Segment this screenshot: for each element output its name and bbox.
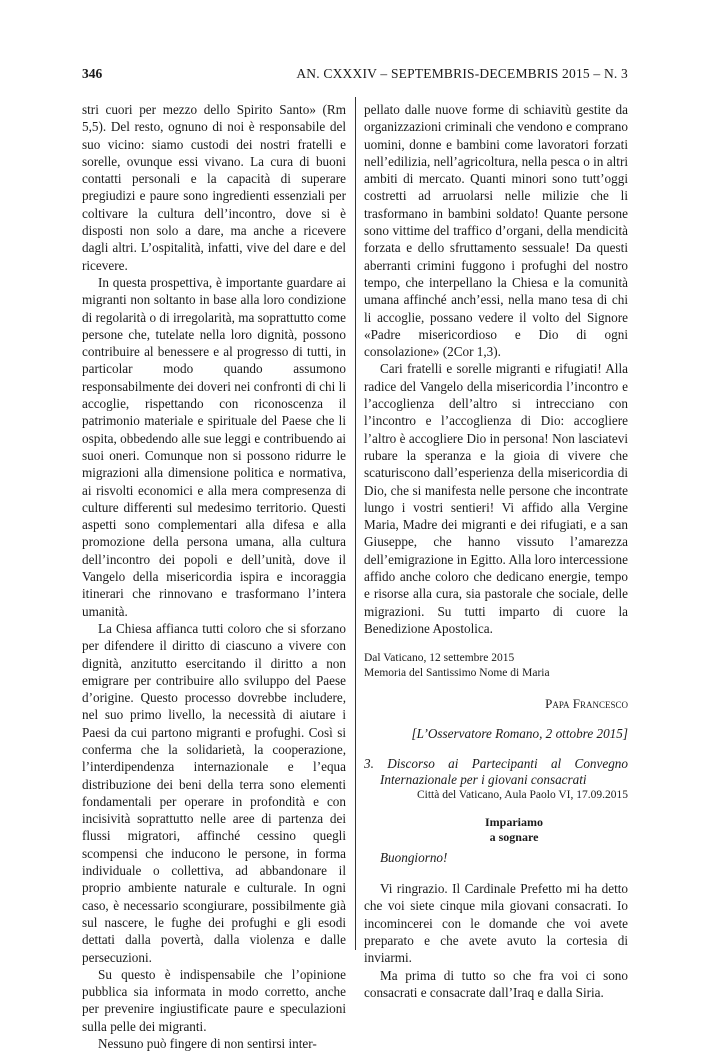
paragraph: Su questo è indispensabile che l’opinione pubblica sia informata in modo corretto, anche per prevenire ingiustificate paure e speculazioni sulla pelle dei migranti. [82,966,346,1034]
paragraph: Ma prima di tutto so che fra voi ci sono consacrati e consacrate dall’Iraq e dalla Siria. [364,967,628,1000]
right-column [364,101,628,1001]
paragraph: In questa prospettiva, è importante guardare ai migranti non soltanto in base alla loro condizione di regolarità o di irregolarità, ma soprattutto come persone che, tutelate nella loro dignità, possono contribuire al benessere e al progresso di tutti, in particolar modo quando assumono responsabilmente dei doveri nei confronti di chi li accoglie, rispettando con riconoscenza il patrimonio materiale e spirituale del Paese che li ospita, obbedendo alle sue leggi e contribuendo ai suoi oneri. Comunque non si possono ridurre le migrazioni alla dimensione politica e normativa, ai risvolti economici e alla mera compresenza di culture differenti sul medesimo territorio. Questi aspetti sono complementari alla difesa e alla promozione della persona umana, alla cultura dell’incontro dei popoli e dell’unità, dove il Vangelo della misericordia ispira e incoraggia itinerari che rinnovano e trasformano l’intera umanità. [82,274,346,619]
memorial-line: Memoria del Santissimo Nome di Maria [364,667,550,680]
source-citation: [L’Osservatore Romano, 2 ottobre 2015] [411,725,628,741]
page-number: 346 [82,66,103,81]
paragraph: pellato dalle nuove forme di schiavitù gestite da organizzazioni criminali che vendono e comprano uomini, donne e bambini come lavoratori forzati nell’edilizia, nell’agricoltura, nella pesca o in altri ambiti di mercato. Quanti minori sono tutt’oggi costretti ad arruolarsi nelle milizie che li trasformano in bambini soldato! Quante persone sono vittime del traffico d’organi, della mendicità forzata e dello sfruttamento sessuale! Da questi aberranti crimini fuggono i profughi del nostro tempo, che interpellano la Chiesa e la comunità umana affinché anch’essi, nella mano tesa di chi li accoglie, possano vedere il volto del Signore «Padre misericordioso e Dio di ogni consolazione» (2Cor 1,3). [364,102,628,360]
left-column [82,101,346,1052]
paragraph: Nessuno può fingere di non sentirsi inter- [98,1036,317,1052]
paragraph: Cari fratelli e sorelle migranti e rifugiati! Alla radice del Vangelo della misericordia l’incontro e l’accoglienza dell’altro si intrecciano con l’incontro e l’accoglienza di Dio: accogliere l’altro è accogliere Dio in persona! Non lasciatevi rubare la speranza e la gioia di vivere che scaturiscono dall’esperienza della misericordia di Dio, che si manifesta nelle persone che incontrate lungo i vostri sentieri! Vi affido alla Vergine Maria, Madre dei migranti e dei rifugiati, e a san Giuseppe, che hanno vissuto l’amarezza dell’emigrazione in Egitto. Alla loro intercessione affido anche coloro che dedicano energie, tempo e risorse alla cura, sia pastorale che sociale, delle migrazioni. Su tutti imparto di cuore la Benedizione Apostolica. [364,361,628,636]
section-title: 3. Discorso ai Partecipanti al Convegno Internazionale per i giovani consacrati [364,755,628,787]
running-title: AN. CXXXIV – SEPTEMBRIS-DECEMBRIS 2015 – N. 3 [296,66,628,81]
paragraph: La Chiesa affianca tutti coloro che si sforzano per difendere il diritto di ciascuno a vivere con dignità, anzitutto esercitando il diritto a non emigrare per contribuire allo sviluppo del Paese d’origine. Questo processo dovrebbe includere, nel suo primo livello, la necessità di aiutare i Paesi da cui partono migranti e profughi. Così si conferma che la solidarietà, la cooperazione, l’interdipendenza internazionale e l’equa distribuzione dei beni della terra sono elementi fondamentali per operare in profondità e con incisività soprattutto nelle aree di partenza dei flussi migratori, affinché cessino quegli scompensi che inducono le persone, in forma individuale o collettiva, ad abbandonare il proprio ambiente naturale e culturale. In ogni caso, è necessario scongiurare, possibilmente già sul nascere, le fughe dei profughi e gli esodi dettati dalla povertà, dalla violenza e dalle persecuzioni. [82,620,346,965]
greeting: Buongiorno! [380,849,448,865]
page-header [82,66,628,84]
place-date: Città del Vaticano, Aula Paolo VI, 17.09.2015 [416,788,628,801]
signature: Papa Francesco [545,696,628,712]
headline-line-1: Impariamo [485,814,543,829]
headline-line-2: a sognare [489,829,539,844]
date-line: Dal Vaticano, 12 settembre 2015 [364,652,515,665]
column-divider [355,97,356,950]
paragraph: Vi ringrazio. Il Cardinale Prefetto mi ha detto che voi siete cinque mila giovani consacrati. Io incomincerei con le domande che voi avete preparato e che avete avuto la cortesia di inviarmi. [364,881,628,966]
paragraph: stri cuori per mezzo dello Spirito Santo» (Rm 5,5). Del resto, ognuno di noi è responsabile del suo vicino: siamo custodi dei nostri fratelli e sorelle, ovunque essi vivano. La cura di buoni contatti personali e la capacità di superare pregiudizi e paure sono ingredienti essenziali per coltivare la cultura dell’incontro, dove si è disposti non solo a dare, ma anche a ricevere dagli altri. L’ospitalità, infatti, vive del dare e del ricevere. [82,102,346,273]
